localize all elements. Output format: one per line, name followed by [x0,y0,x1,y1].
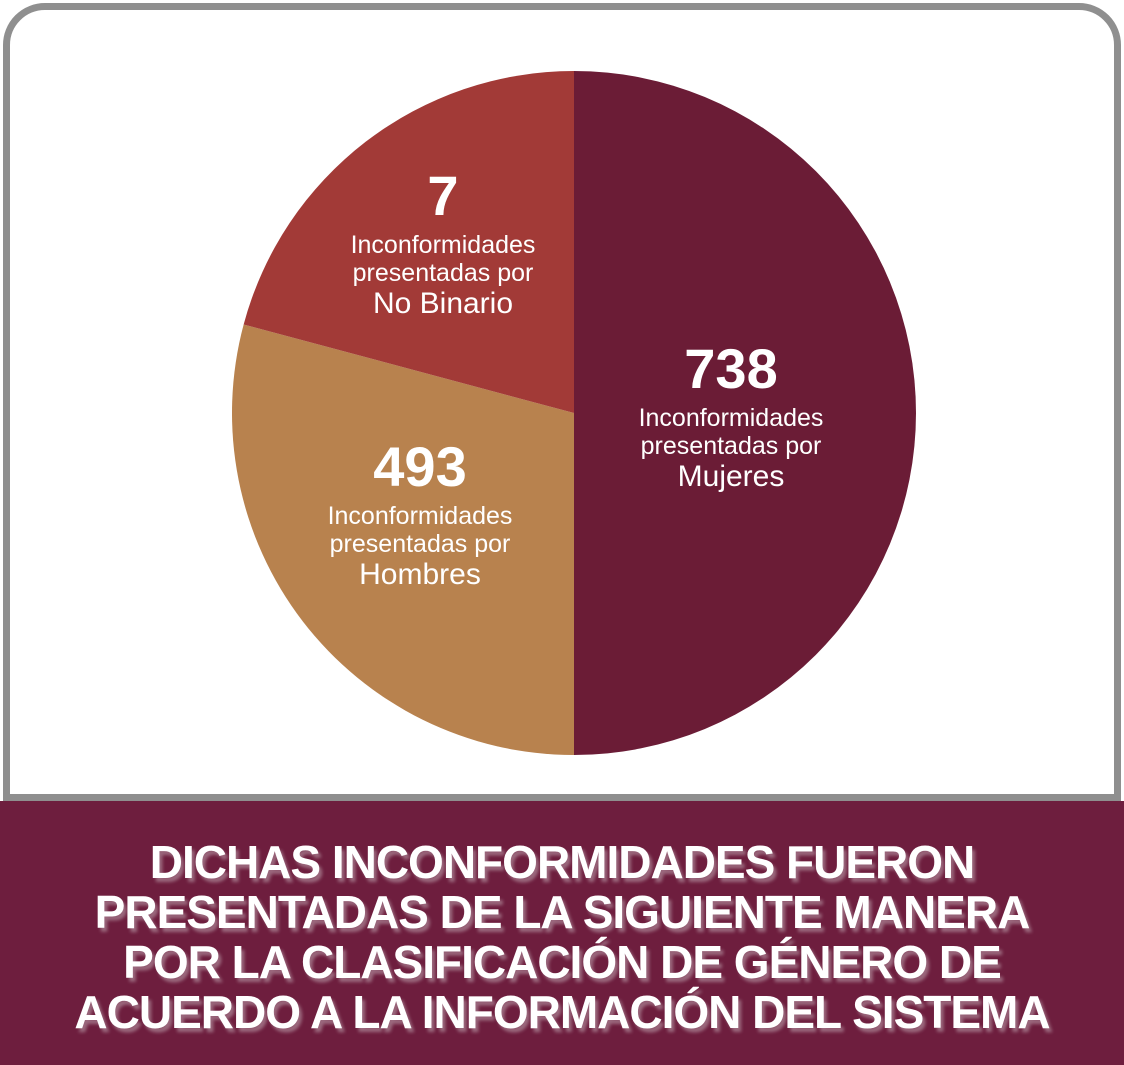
no-binario-category: No Binario [372,287,514,320]
banner-line-3: POR LA CLASIFICACIÓN DE GÉNERO DE [123,936,1001,988]
chart-card [3,3,1121,801]
hombres-value: 493 [373,435,467,498]
caption-banner [0,801,1124,1065]
pie-chart [10,10,1124,811]
banner-line-1: DICHAS INCONFORMIDADES FUERON [149,836,975,888]
hombres-caption-line1: Inconformidades [327,502,513,530]
mujeres-value: 738 [684,337,778,400]
mujeres-caption-line2: presentadas por [640,432,822,460]
mujeres-caption-line1: Inconformidades [638,404,824,432]
no-binario-caption-line1: Inconformidades [350,231,536,259]
pie-slice-mujeres [574,71,916,755]
hombres-caption-line2: presentadas por [329,530,511,558]
banner-line-2: PRESENTADAS DE LA SIGUIENTE MANERA [94,886,1030,938]
no-binario-value: 7 [427,164,459,227]
banner-line-4: ACUERDO A LA INFORMACIÓN DEL SISTEMA [74,986,1050,1038]
mujeres-category: Mujeres [677,460,785,493]
no-binario-caption-line2: presentadas por [352,259,534,287]
hombres-category: Hombres [359,558,481,591]
